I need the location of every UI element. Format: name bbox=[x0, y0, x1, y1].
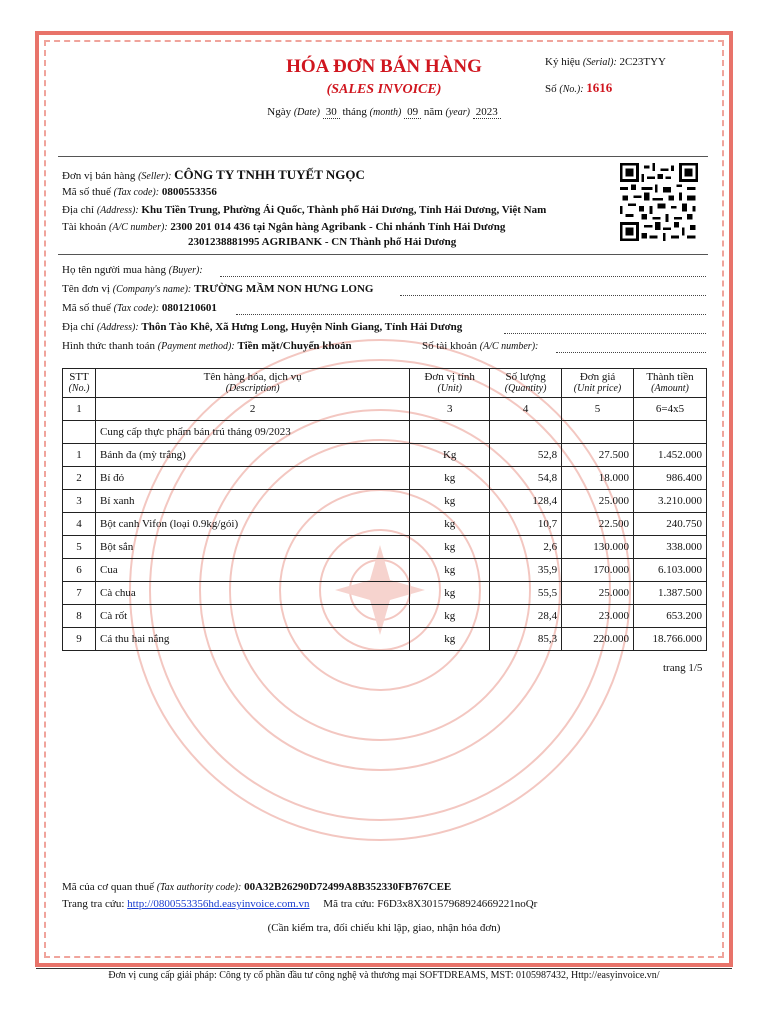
lookup-row: Trang tra cứu: http://0800553356hd.easyinvoice.com.vn Mã tra cứu: F6D3x8X30157968924669221noQr bbox=[62, 898, 538, 910]
cell-amount: 338.000 bbox=[634, 536, 707, 559]
cell-desc: Cá thu hai nắng bbox=[95, 628, 409, 651]
seller-address: Khu Tiền Trung, Phường Ái Quốc, Thành phố Hải Dương, Tỉnh Hải Dương, Việt Nam bbox=[141, 204, 547, 216]
date-month: 09 bbox=[404, 106, 421, 119]
invoice-subtitle: (SALES INVOICE) bbox=[326, 82, 442, 97]
seller-account-1: 2300 201 014 436 tại Ngân hàng Agribank - Chi nhánh Tỉnh Hải Dương bbox=[170, 221, 506, 233]
cell-unit: kg bbox=[410, 513, 490, 536]
lookup-link[interactable]: http://0800553356hd.easyinvoice.com.vn bbox=[127, 898, 310, 910]
cell-unit: kg bbox=[410, 490, 490, 513]
table-row bbox=[63, 536, 707, 559]
cell-qty: 52,8 bbox=[490, 444, 562, 467]
buyer-tax-code: 0801210601 bbox=[161, 302, 217, 314]
table-row bbox=[63, 467, 707, 490]
cell-price: 170.000 bbox=[562, 559, 634, 582]
table-row bbox=[63, 513, 707, 536]
column-header bbox=[634, 369, 707, 398]
serial-line: Ký hiệu (Serial): 2C23TYY bbox=[545, 56, 666, 68]
invoice-number-line: Số (No.): 1616 bbox=[545, 80, 613, 95]
column-header-label: STT bbox=[69, 371, 89, 383]
authority-code: 00A32B26290D72499A8B352330FB767CEE bbox=[244, 881, 452, 893]
column-header-label: Đơn vị tính bbox=[424, 371, 475, 383]
cell-unit: kg bbox=[410, 605, 490, 628]
cell-price: 25.000 bbox=[562, 490, 634, 513]
buyer-company-row: Tên đơn vị (Company's name): TRƯỜNG MẦM NON HƯNG LONG bbox=[62, 283, 374, 295]
table-row bbox=[63, 444, 707, 467]
divider bbox=[58, 254, 708, 255]
cell-no: 3 bbox=[63, 490, 96, 513]
cell-amount: 240.750 bbox=[634, 513, 707, 536]
serial-value: 2C23TYY bbox=[619, 56, 666, 68]
seller-tax-code: 0800553356 bbox=[161, 186, 217, 198]
cell-desc: Bột sắn bbox=[95, 536, 409, 559]
cell-no: 6 bbox=[63, 559, 96, 582]
cell-desc: Bột canh Vifon (loại 0.9kg/gói) bbox=[95, 513, 409, 536]
table-row bbox=[63, 628, 707, 651]
payment-method: Tiền mặt/Chuyển khoản bbox=[237, 340, 352, 352]
table-header-row bbox=[63, 369, 707, 398]
cell-qty: 10,7 bbox=[490, 513, 562, 536]
buyer-address-row: Địa chỉ (Address): Thôn Tào Khê, Xã Hưng Long, Huyện Ninh Giang, Tỉnh Hải Dương bbox=[62, 321, 463, 333]
cell-qty: 54,8 bbox=[490, 467, 562, 490]
cell-price: 27.500 bbox=[562, 444, 634, 467]
column-header-label: Thành tiền bbox=[646, 371, 694, 383]
cell-no: 2 bbox=[63, 467, 96, 490]
seller-account-row-2 bbox=[188, 236, 456, 248]
column-header bbox=[410, 369, 490, 398]
authority-code-row: Mã của cơ quan thuế (Tax authority code): 00A32B26290D72499A8B352330FB767CEE bbox=[62, 881, 452, 893]
cell-qty: 35,9 bbox=[490, 559, 562, 582]
column-header-label-en: (Amount) bbox=[651, 383, 689, 394]
seller-account-row: Tài khoản (A/C number): 2300 201 014 436 tại Ngân hàng Agribank - Chi nhánh Tỉnh Hải Dương bbox=[62, 221, 506, 233]
table-row bbox=[63, 605, 707, 628]
seller-address-row: Địa chỉ (Address): Khu Tiền Trung, Phường Ái Quốc, Thành phố Hải Dương, Tỉnh Hải Dương, Việt Nam bbox=[62, 204, 547, 216]
cell-unit: Kg bbox=[410, 444, 490, 467]
footer-divider bbox=[36, 968, 732, 969]
cell-price: 130.000 bbox=[562, 536, 634, 559]
index-cell: 4 bbox=[490, 398, 562, 421]
date-day: 30 bbox=[323, 106, 340, 119]
qr-code-icon bbox=[620, 163, 698, 241]
table-cell bbox=[490, 421, 562, 444]
cell-amount: 653.200 bbox=[634, 605, 707, 628]
index-cell: 2 bbox=[95, 398, 409, 421]
column-header-label: Đơn giá bbox=[579, 371, 616, 383]
cell-no: 5 bbox=[63, 536, 96, 559]
cell-desc: Cà chua bbox=[95, 582, 409, 605]
cell-amount: 18.766.000 bbox=[634, 628, 707, 651]
divider bbox=[58, 156, 708, 157]
cell-no: 9 bbox=[63, 628, 96, 651]
column-header bbox=[490, 369, 562, 398]
cell-desc: Bí xanh bbox=[95, 490, 409, 513]
cell-price: 22.500 bbox=[562, 513, 634, 536]
table-cell bbox=[410, 421, 490, 444]
cell-price: 220.000 bbox=[562, 628, 634, 651]
index-cell: 6=4x5 bbox=[634, 398, 707, 421]
verification-note: (Cần kiểm tra, đối chiếu khi lập, giao, nhận hóa đơn) bbox=[267, 922, 501, 934]
table-cell bbox=[634, 421, 707, 444]
column-header bbox=[63, 369, 96, 398]
buyer-tax-line bbox=[236, 314, 706, 315]
index-cell: 5 bbox=[562, 398, 634, 421]
table-row bbox=[63, 582, 707, 605]
seller-name: CÔNG TY TNHH TUYẾT NGỌC bbox=[174, 167, 365, 182]
cell-qty: 28,4 bbox=[490, 605, 562, 628]
buyer-address: Thôn Tào Khê, Xã Hưng Long, Huyện Ninh Giang, Tỉnh Hải Dương bbox=[141, 321, 463, 333]
cell-no: 1 bbox=[63, 444, 96, 467]
column-header-label: Tên hàng hóa, dịch vụ bbox=[203, 371, 302, 383]
index-cell: 3 bbox=[410, 398, 490, 421]
invoice-title: HÓA ĐƠN BÁN HÀNG bbox=[286, 56, 482, 77]
buyer-account-line bbox=[556, 352, 706, 353]
cell-no: 8 bbox=[63, 605, 96, 628]
cell-amount: 1.452.000 bbox=[634, 444, 707, 467]
column-header-label-en: (Description) bbox=[225, 383, 280, 394]
buyer-company-line bbox=[400, 295, 706, 296]
section-note: Cung cấp thực phẩm bán trú tháng 09/2023 bbox=[95, 421, 409, 444]
section-note-row bbox=[63, 421, 707, 444]
cell-unit: kg bbox=[410, 467, 490, 490]
table-row bbox=[63, 490, 707, 513]
cell-desc: Cà rốt bbox=[95, 605, 409, 628]
buyer-address-line bbox=[504, 333, 706, 334]
cell-qty: 128,4 bbox=[490, 490, 562, 513]
seller-tax-row: Mã số thuế (Tax code): 0800553356 bbox=[62, 186, 217, 198]
cell-desc: Cua bbox=[95, 559, 409, 582]
cell-no: 4 bbox=[63, 513, 96, 536]
provider-info: Đơn vị cung cấp giải pháp: Công ty cổ phần đầu tư công nghệ và thương mại SOFTDREAMS, MST: 0105987432, Http://easyinvoice.vn/ bbox=[108, 970, 660, 981]
column-header-label-en: (Quantity) bbox=[504, 383, 547, 394]
cell-unit: kg bbox=[410, 559, 490, 582]
cell-price: 25.000 bbox=[562, 582, 634, 605]
cell-qty: 2,6 bbox=[490, 536, 562, 559]
buyer-name-line bbox=[220, 276, 706, 277]
cell-desc: Bánh đa (mỳ trắng) bbox=[95, 444, 409, 467]
cell-amount: 6.103.000 bbox=[634, 559, 707, 582]
column-header bbox=[95, 369, 409, 398]
items-table bbox=[62, 368, 707, 651]
cell-price: 18.000 bbox=[562, 467, 634, 490]
seller-account-2: 2301238881995 AGRIBANK - CN Thành phố Hải Dương bbox=[188, 236, 457, 248]
invoice-date: Ngày (Date) 30 tháng (month) 09 năm (year) 2023 bbox=[0, 106, 768, 118]
page-indicator: trang 1/5 bbox=[663, 662, 703, 674]
buyer-company: TRƯỜNG MẦM NON HƯNG LONG bbox=[194, 283, 374, 295]
buyer-name-row: Họ tên người mua hàng (Buyer): bbox=[62, 264, 203, 276]
cell-unit: kg bbox=[410, 628, 490, 651]
table-cell bbox=[562, 421, 634, 444]
lookup-code: F6D3x8X30157968924669221noQr bbox=[377, 898, 538, 910]
column-header-label-en: (No.) bbox=[68, 383, 90, 394]
cell-no: 7 bbox=[63, 582, 96, 605]
cell-desc: Bí đỏ bbox=[95, 467, 409, 490]
cell-qty: 55,5 bbox=[490, 582, 562, 605]
column-header-label-en: (Unit price) bbox=[573, 383, 622, 394]
column-header-label-en: (Unit) bbox=[437, 383, 462, 394]
index-cell: 1 bbox=[63, 398, 96, 421]
buyer-account-row: Số tài khoản (A/C number): bbox=[422, 340, 539, 352]
cell-unit: kg bbox=[410, 536, 490, 559]
buyer-tax-row: Mã số thuế (Tax code): 0801210601 bbox=[62, 302, 217, 314]
seller-name-row: Đơn vị bán hàng (Seller): CÔNG TY TNHH TUYẾT NGỌC bbox=[62, 167, 365, 182]
cell-unit: kg bbox=[410, 582, 490, 605]
invoice-number: 1616 bbox=[586, 80, 613, 95]
cell-amount: 986.400 bbox=[634, 467, 707, 490]
cell-qty: 85,3 bbox=[490, 628, 562, 651]
column-header bbox=[562, 369, 634, 398]
cell-amount: 3.210.000 bbox=[634, 490, 707, 513]
table-cell bbox=[63, 421, 96, 444]
index-row bbox=[63, 398, 707, 421]
table-row bbox=[63, 559, 707, 582]
cell-amount: 1.387.500 bbox=[634, 582, 707, 605]
column-header-label: Số lượng bbox=[505, 371, 546, 383]
cell-price: 23.000 bbox=[562, 605, 634, 628]
date-year: 2023 bbox=[473, 106, 501, 119]
payment-row: Hình thức thanh toán (Payment method): Tiền mặt/Chuyển khoản bbox=[62, 340, 352, 352]
